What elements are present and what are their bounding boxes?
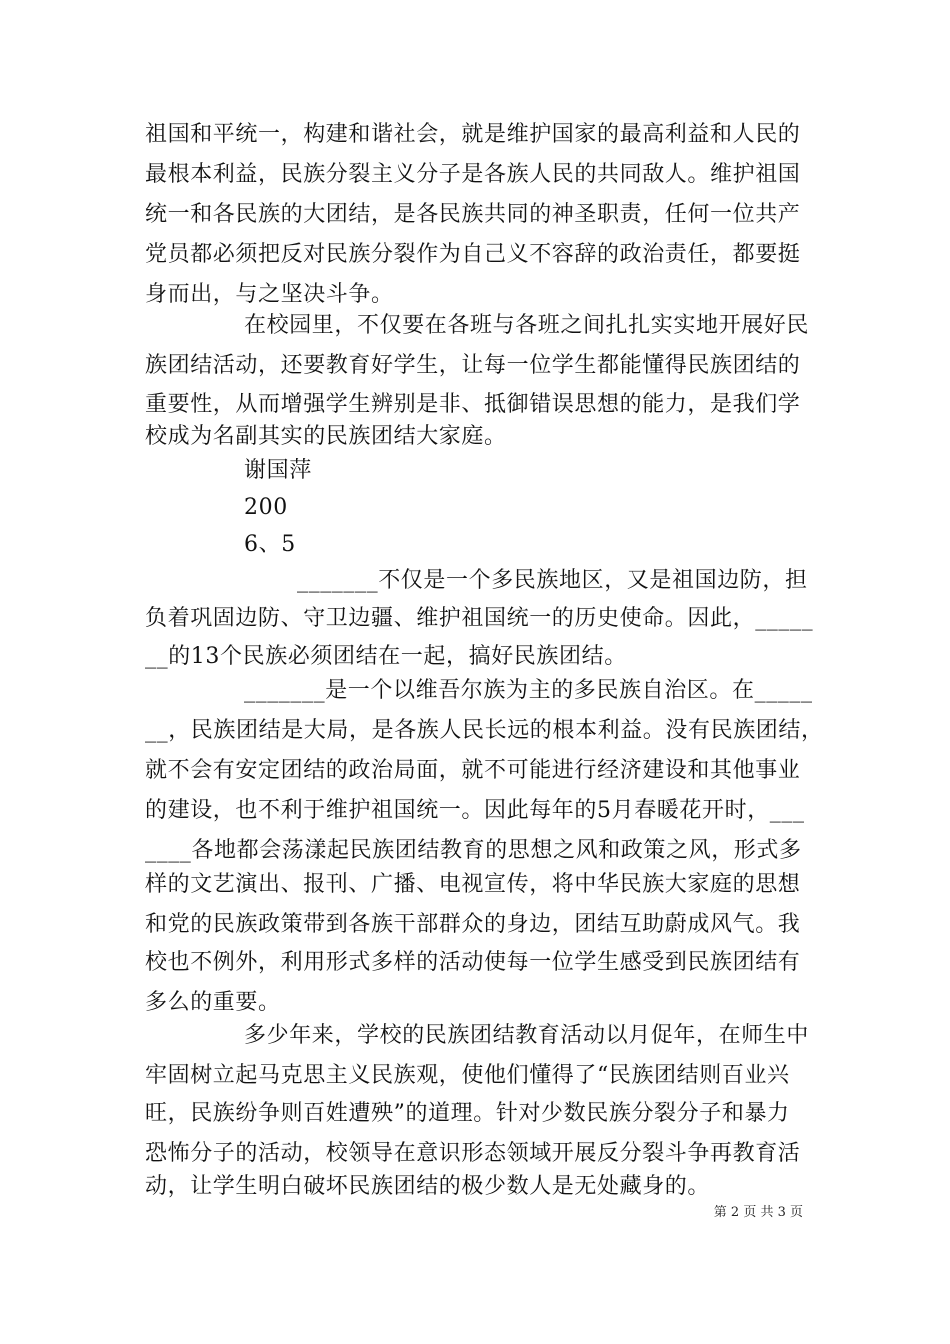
text-line: __，民族团结是大局，是各族人民长远的根本利益。没有民族团结， <box>145 718 824 743</box>
text-line: 就不会有安定团结的政治局面，就不可能进行经济建设和其他事业 <box>145 758 801 783</box>
text-line: 负着巩固边防、守卫边疆、维护祖国统一的历史使命。因此，_____ <box>145 606 814 631</box>
date-day: 6、5 <box>244 532 296 557</box>
text-line: 多少年来，学校的民族团结教育活动以月促年，在师生中 <box>244 1023 810 1048</box>
text-line: _______不仅是一个多民族地区，又是祖国边防，担 <box>297 568 808 593</box>
text-line: 恐怖分子的活动，校领导在意识形态领域开展反分裂斗争再教育活 <box>145 1141 801 1166</box>
text-line: 统一和各民族的大团结，是各民族共同的神圣职责，任何一位共产 <box>145 202 801 227</box>
text-line: 样的文艺演出、报刊、广播、电视宣传，将中华民族大家庭的思想 <box>145 872 801 897</box>
page-number: 第 2 页 共 3 页 <box>713 1205 803 1220</box>
text-line: 牢固树立起马克思主义民族观，使他们懂得了“民族团结则百业兴 <box>145 1063 790 1088</box>
text-line: 多么的重要。 <box>145 990 281 1015</box>
text-line: 族团结活动，还要教育好学生，让每一位学生都能懂得民族团结的 <box>145 353 801 378</box>
text-line: 重要性，从而增强学生辨别是非、抵御错误思想的能力，是我们学 <box>145 392 801 417</box>
text-line: 祖国和平统一，构建和谐社会，就是维护国家的最高利益和人民的 <box>145 122 801 147</box>
text-line: 党员都必须把反对民族分裂作为自己义不容辞的政治责任，都要挺 <box>145 242 801 267</box>
date-year: 200 <box>244 495 288 520</box>
text-line: 旺，民族纷争则百姓遭殃”的道理。针对少数民族分裂分子和暴力 <box>145 1101 790 1126</box>
text-line: 动，让学生明白破坏民族团结的极少数人是无处藏身的。 <box>145 1174 711 1199</box>
text-line: 身而出，与之坚决斗争。 <box>145 282 394 307</box>
text-line: 校也不例外，利用形式多样的活动使每一位学生感受到民族团结有 <box>145 950 801 975</box>
text-line: _______是一个以维吾尔族为主的多民族自治区。在_____ <box>244 678 813 703</box>
text-line: 和党的民族政策带到各族干部群众的身边，团结互助蔚成风气。我 <box>145 912 801 937</box>
text-line: 在校园里，不仅要在各班与各班之间扎扎实实地开展好民 <box>244 313 810 338</box>
text-line: ____各地都会荡漾起民族团结教育的思想之风和政策之风，形式多 <box>145 838 802 863</box>
signature-name: 谢国萍 <box>244 458 312 483</box>
text-line: __的13个民族必须团结在一起，搞好民族团结。 <box>145 644 627 669</box>
text-line: 的建设，也不利于维护祖国统一。因此每年的5月春暖花开时，___ <box>145 798 805 823</box>
text-line: 最根本利益，民族分裂主义分子是各族人民的共同敌人。维护祖国 <box>145 162 801 187</box>
text-line: 校成为名副其实的民族团结大家庭。 <box>145 424 507 449</box>
